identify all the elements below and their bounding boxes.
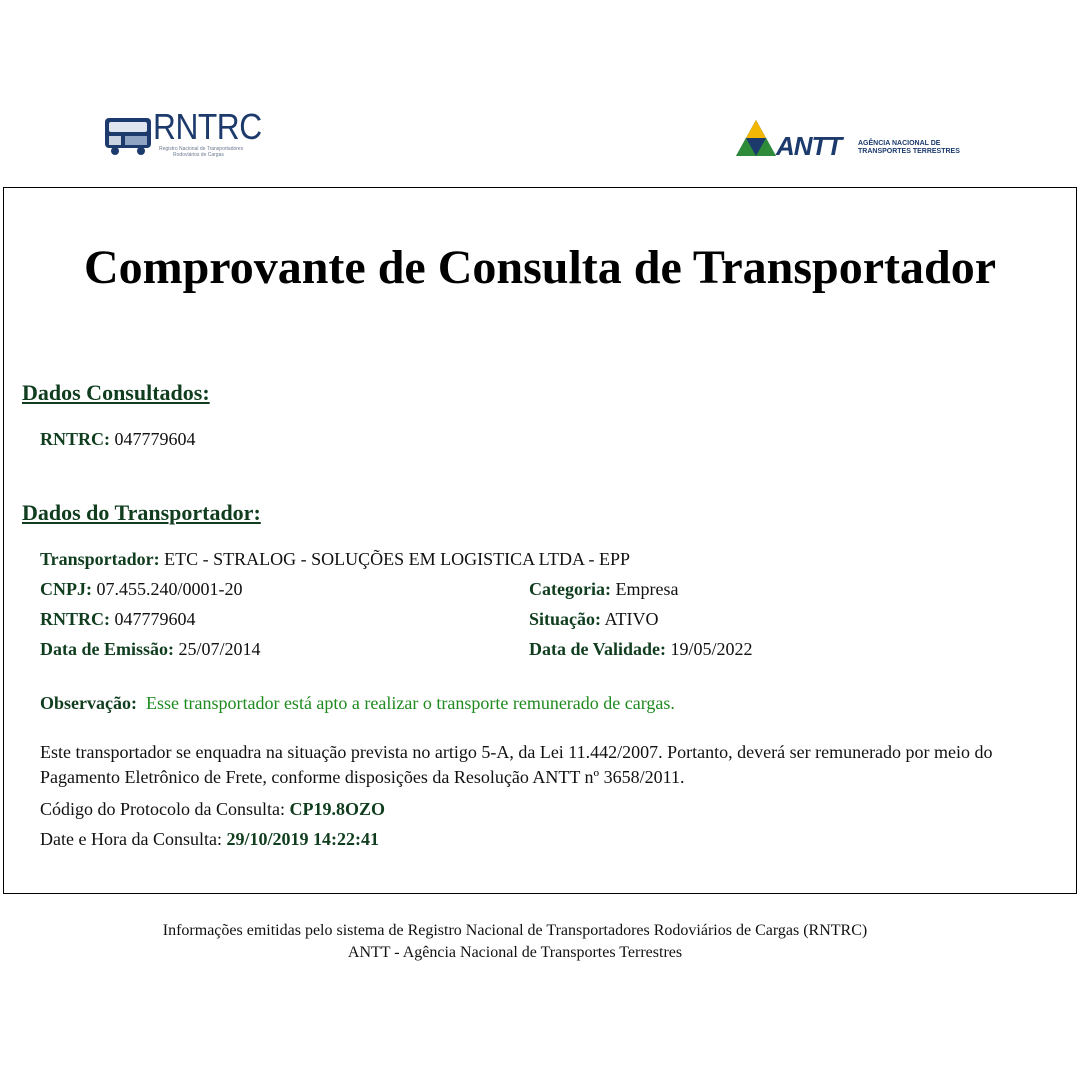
carrier-rntrc-field (40, 609, 196, 630)
rntrc-subtitle-2: Rodoviários de Cargas (173, 152, 224, 158)
carrier-data-heading: Dados do Transportador: (22, 500, 261, 525)
category-value: Empresa (615, 579, 679, 599)
protocol-code-label: Código do Protocolo da Consulta: (40, 799, 285, 819)
antt-brand-text: ANTT (776, 131, 842, 161)
observation-field (40, 693, 675, 714)
rntrc-subtitle-1: Registro Nacional de Transportadores (159, 146, 244, 152)
carrier-name-label: Transportador: (40, 549, 160, 569)
antt-agency-line-1: AGÊNCIA NACIONAL DE (858, 140, 941, 147)
antt-logo (734, 118, 984, 162)
status-label: Situação: (529, 609, 601, 629)
consulted-rntrc-label: RNTRC: (40, 429, 110, 449)
antt-agency-name (858, 140, 988, 156)
issue-date-field (40, 639, 261, 660)
category-field (529, 579, 678, 600)
consulted-rntrc-field (40, 429, 196, 450)
truck-icon (103, 112, 155, 158)
cnpj-field (40, 579, 243, 600)
validity-date-label: Data de Validade: (529, 639, 667, 659)
consulted-rntrc-value: 047779604 (114, 429, 196, 449)
validity-date-field (529, 639, 753, 660)
footer-line-2: ANTT - Agência Nacional de Transportes Terrestres (347, 944, 683, 961)
rntrc-logo (103, 106, 263, 162)
validity-date-value: 19/05/2022 (670, 639, 753, 659)
issue-date-value: 25/07/2014 (178, 639, 261, 659)
cnpj-value: 07.455.240/0001-20 (96, 579, 243, 599)
observation-label: Observação: (40, 693, 137, 713)
carrier-name-field (40, 549, 630, 570)
carrier-rntrc-value: 047779604 (114, 609, 196, 629)
consult-datetime-value: 29/10/2019 14:22:41 (226, 829, 379, 849)
antt-agency-line-2: TRANSPORTES TERRESTRES (858, 148, 960, 155)
protocol-code-field (40, 799, 385, 820)
legal-text: Este transportador se enquadra na situação prevista no artigo 5-A, da Lei 11.442/2007. Portanto, deverá ser remunerado por meio do Pagamento Eletrônico de Frete, conforme disposições da Resolução ANTT nº 3658/2011. (40, 742, 993, 787)
carrier-name-value: ETC - STRALOG - SOLUÇÕES EM LOGISTICA LTDA - EPP (164, 549, 631, 569)
rntrc-brand-text: RNTRC (153, 106, 262, 147)
protocol-code-value: CP19.8OZO (289, 799, 386, 819)
category-label: Categoria: (529, 579, 611, 599)
cnpj-label: CNPJ: (40, 579, 92, 599)
status-field (529, 609, 659, 630)
antt-triangle-icon (734, 118, 778, 158)
carrier-rntrc-label: RNTRC: (40, 609, 110, 629)
page-title: Comprovante de Consulta de Transportador (83, 241, 997, 294)
issue-date-label: Data de Emissão: (40, 639, 174, 659)
status-value: ATIVO (604, 609, 659, 629)
consult-datetime-label: Date e Hora da Consulta: (40, 829, 222, 849)
consulted-data-heading: Dados Consultados: (22, 380, 210, 405)
observation-value: Esse transportador está apto a realizar o transporte remunerado de cargas. (145, 693, 675, 713)
footer (0, 920, 1030, 964)
footer-line-1: Informações emitidas pelo sistema de Registro Nacional de Transportadores Rodoviários de Cargas (RNTRC) (162, 922, 868, 939)
consult-datetime-field (40, 829, 379, 850)
